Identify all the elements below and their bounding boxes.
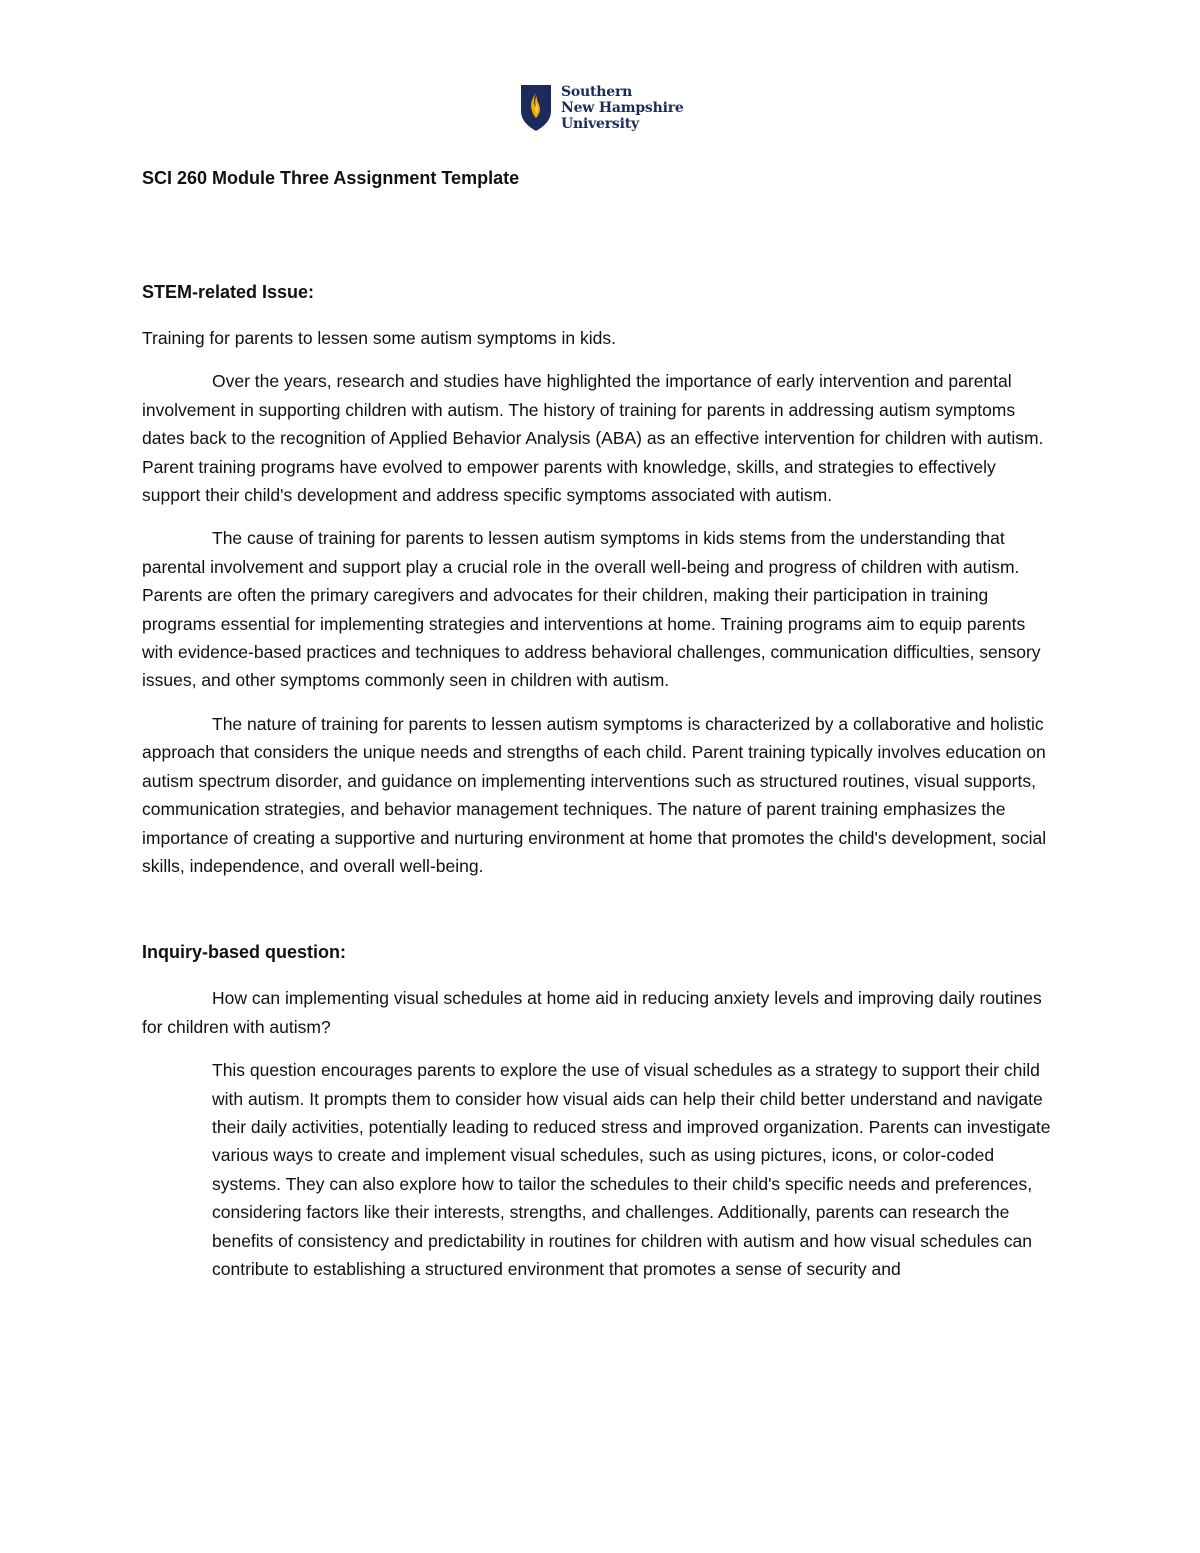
- inquiry-question-heading: Inquiry-based question:: [142, 942, 347, 963]
- shield-flame-icon: [521, 85, 551, 131]
- history-paragraph: Over the years, research and studies have highlighted the importance of early intervention and parental involvement in supporting children with autism. The history of training for parents in addressing autism symptoms dates back to the recognition of Applied Behavior Analysis (ABA) as an effective intervention for children with autism. Parent training programs have evolved to empower parents with knowledge, skills, and strategies to effectively support their child's development and address specific symptoms associated with autism.: [142, 371, 1044, 506]
- nature-paragraph: The nature of training for parents to lessen autism symptoms is characterized by a collaborative and holistic approach that considers the unique needs and strengths of each child. Parent training typically involves education on autism spectrum disorder, and guidance on implementing interventions such as structured routines, visual supports, communication strategies, and behavior management techniques. The nature of parent training emphasizes the importance of creating a supportive and nurturing environment at home that promotes the child's development, social skills, independence, and overall well-being.: [142, 713, 1047, 876]
- document-title: SCI 260 Module Three Assignment Template: [142, 168, 520, 188]
- spacer: [142, 192, 1057, 278]
- university-name: [561, 84, 684, 132]
- document-body: [142, 164, 1057, 1283]
- cause-paragraph: The cause of training for parents to lessen autism symptoms in kids stems from the understanding that parental involvement and support play a crucial role in the overall well-being and progress of children with autism. Parents are often the primary caregivers and advocates for their children, making their participation in training programs essential for implementing strategies and interventions at home. Training programs aim to equip parents with evidence-based practices and techniques to address behavioral challenges, communication difficulties, sensory issues, and other symptoms commonly seen in children with autism.: [142, 528, 1041, 691]
- inquiry-question: How can implementing visual schedules at home aid in reducing anxiety levels and improving daily routines for children with autism?: [142, 988, 1042, 1037]
- inquiry-explanation: This question encourages parents to explore the use of visual schedules as a strategy to support their child with autism. It prompts them to consider how visual aids can help their child better understand and navigate their daily activities, potentially leading to reduced stress and improved organization. Parents can investigate various ways to create and implement visual schedules, such as using pictures, icons, or color-coded systems. They can also explore how to tailor the schedules to their child's specific needs and preferences, considering factors like their interests, strengths, and challenges. Additionally, parents can research the benefits of consistency and predictability in routines for children with autism and how visual schedules can contribute to establishing a structured environment that promotes a sense of security and: [212, 1060, 1051, 1279]
- logo-line-2: New Hampshire: [561, 100, 684, 116]
- stem-topic: Training for parents to lessen some autism symptoms in kids.: [142, 328, 616, 348]
- logo-line-3: University: [561, 116, 639, 132]
- stem-issue-heading: STEM-related Issue:: [142, 282, 315, 302]
- university-logo: [521, 84, 684, 132]
- logo-line-1: Southern: [561, 84, 633, 100]
